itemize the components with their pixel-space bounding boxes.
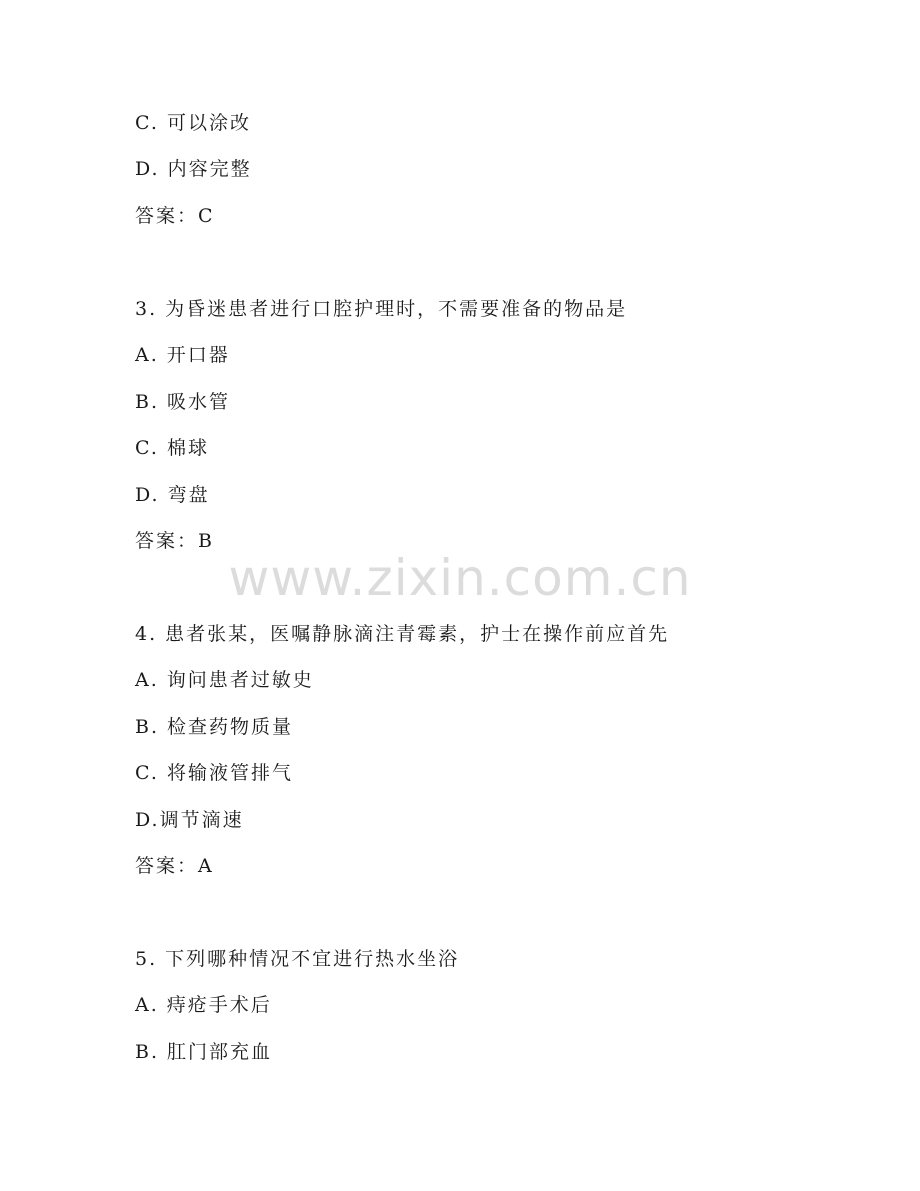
- option-q2-c: C. 可以涂改: [135, 112, 251, 134]
- option-q3-b: B. 吸水管: [135, 391, 231, 413]
- question-3: 3. 为昏迷患者进行口腔护理时，不需要准备的物品是: [135, 298, 628, 320]
- option-q4-d: D.调节滴速: [135, 809, 244, 831]
- option-q5-a: A. 痔疮手术后: [135, 994, 272, 1016]
- option-q4-b: B. 检查药物质量: [135, 716, 294, 738]
- option-q4-a: A. 询问患者过敏史: [135, 669, 314, 691]
- option-q2-d: D. 内容完整: [135, 158, 252, 180]
- answer-q4: 答案：A: [135, 855, 214, 877]
- option-q4-c: C. 将输液管排气: [135, 762, 293, 784]
- option-q3-d: D. 弯盘: [135, 484, 210, 506]
- option-q3-c: C. 棉球: [135, 437, 209, 459]
- option-q5-b: B. 肛门部充血: [135, 1041, 273, 1063]
- option-q3-a: A. 开口器: [135, 344, 230, 366]
- question-5: 5. 下列哪种情况不宜进行热水坐浴: [135, 948, 460, 970]
- watermark: www.zixin.com.cn: [228, 549, 692, 607]
- answer-q2: 答案：C: [135, 205, 215, 227]
- answer-q3: 答案：B: [135, 530, 214, 552]
- question-4: 4. 患者张某，医嘱静脉滴注青霉素，护士在操作前应首先: [135, 623, 670, 645]
